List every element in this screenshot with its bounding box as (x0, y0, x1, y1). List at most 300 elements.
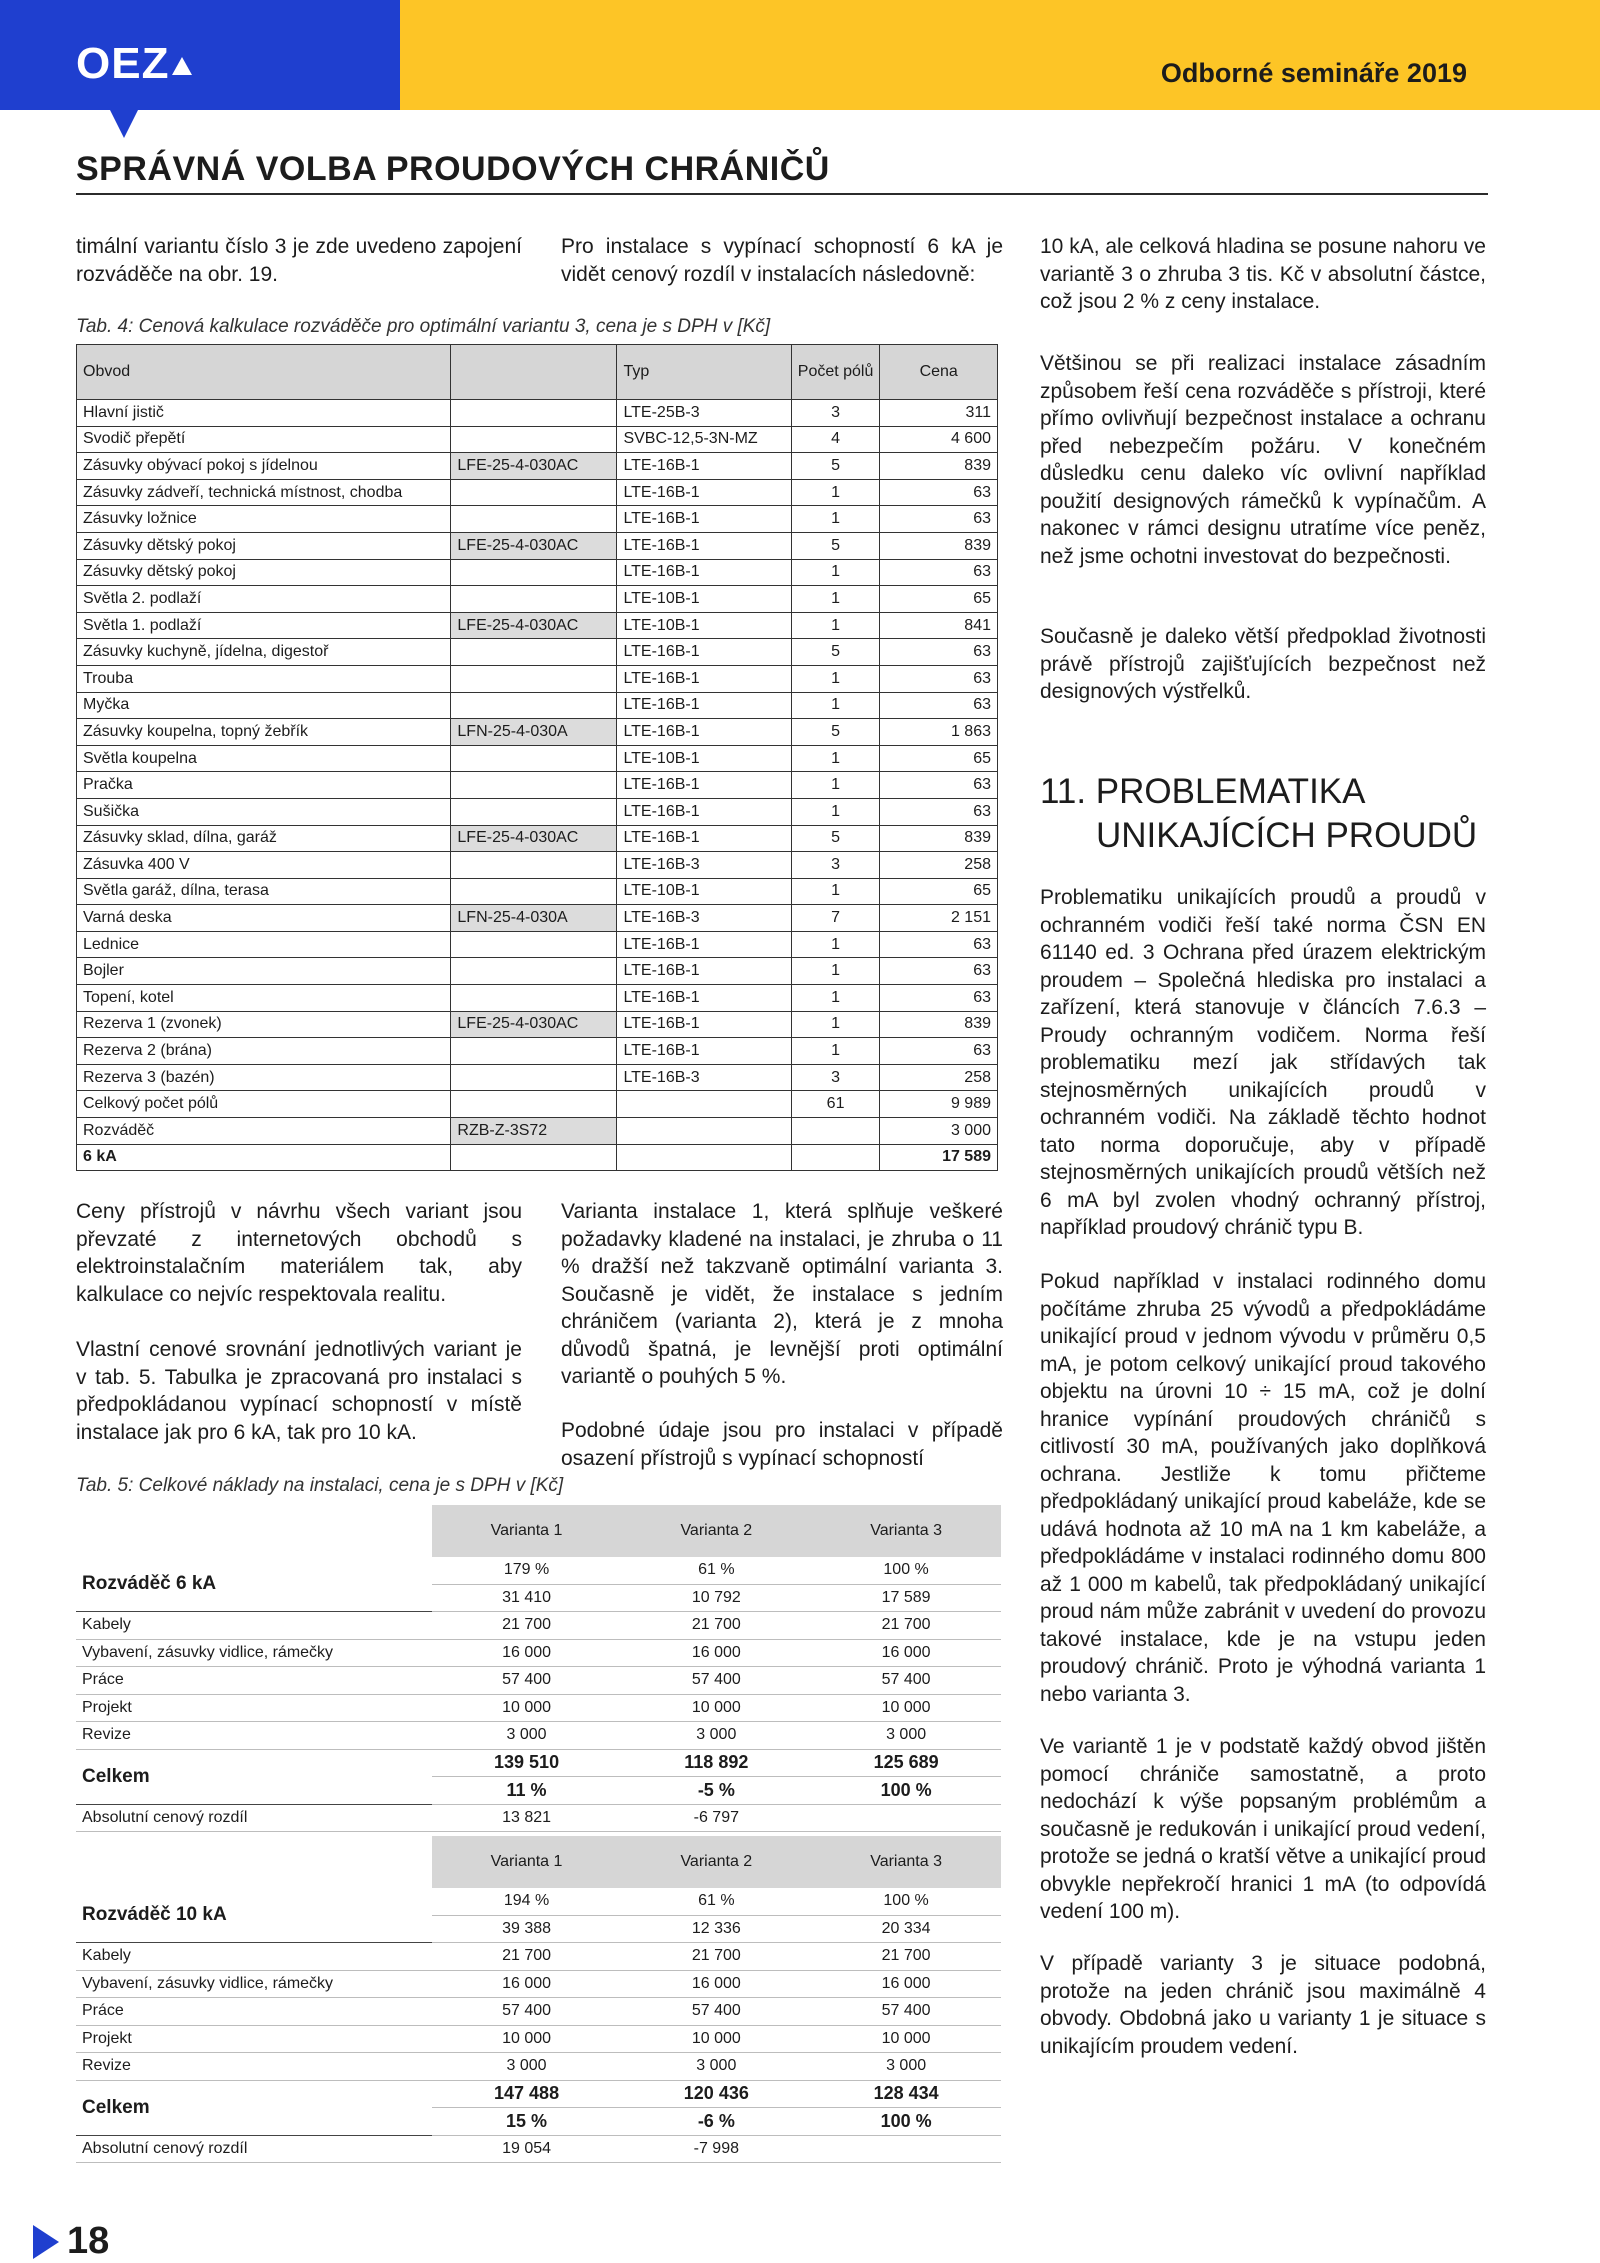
col1-paragraph-3: Vlastní cenové srovnání jednotlivých variant je v tab. 5. Tabulka je zpracovaná pro instalaci s předpokládanou vypínací schopností v místě instalace jak pro 6 kA, tak pro 10 kA. (76, 1338, 522, 1444)
col2-paragraph-2: Varianta instalace 1, která splňuje veškeré požadavky kladené na instalaci, je zhruba o 11 % dražší než takzvaně optimální varianta 3. Současně je vidět, že instalace s jedním chráničem (varianta 2), která je z mnoha důvodů špatná, je levnější proti optimální variantě o pouhých 5 %. (561, 1200, 1003, 1388)
table4-cell-type: LTE-16B-1 (617, 985, 791, 1012)
table5-cell-value: 21 700 (432, 1612, 622, 1640)
table4-cell-circuit: Zásuvky zádveří, technická místnost, chodba (77, 479, 451, 506)
table5-cell-diff (811, 1804, 1001, 1832)
table4-cell-price: 4 600 (880, 426, 998, 453)
table4-cell-price: 63 (880, 665, 998, 692)
table5-cell-label: Projekt (76, 1694, 432, 1722)
table5-cell-value: 21 700 (432, 1943, 622, 1971)
col3-paragraph-1: 10 kA, ale celková hladina se posune nahoru ve variantě 3 o zhruba 3 tis. Kč v absolutní částce, což jsou 2 % z ceny instalace. (1040, 235, 1486, 313)
table5-header-variant: Varianta 1 (432, 1505, 622, 1557)
table4-cell-poles: 5 (791, 825, 880, 852)
table5-block-title: Rozváděč 6 kA (76, 1557, 432, 1612)
table4-row (77, 665, 998, 692)
table4-price-calculation (76, 344, 998, 1171)
table5-header-variant: Varianta 2 (621, 1505, 811, 1557)
table4-cell-circuit: Svodič přepětí (77, 426, 451, 453)
table4-cell-circuit: Zásuvka 400 V (77, 852, 451, 879)
table4-cell-type: LTE-16B-1 (617, 665, 791, 692)
table5-cell-value: 10 000 (811, 2025, 1001, 2053)
table4-cell-type: LTE-16B-1 (617, 453, 791, 480)
col3-paragraph-4: Problematiku unikajících proudů a proudů v ochranném vodiči řeší také norma ČSN EN 61140 ed. 3 Ochrana před úrazem elektrickým proudem – Společná hlediska pro instalaci a zařízení, která stanovuje v článcích 7.6.3 – Proudy ochranným vodičem. Norma řeší problematiku mezí jak střídavých tak stejnosměrných unikajících proudů v ochranném vodiči. Na základě těchto hodnot tato norma doporučuje, aby v případě stejnosměrných unikajících proudů větších než 6 mA byl zvolen vhodný ochranný přístroj, například proudový chránič typu B. (1040, 886, 1486, 1239)
table5-cell-value: 3 000 (811, 1722, 1001, 1750)
oez-logo (76, 39, 192, 88)
table4-cell-circuit: Světla garáž, dílna, terasa (77, 878, 451, 905)
table5-cell-value: 57 400 (621, 1667, 811, 1695)
col3-paragraph-6: Ve variantě 1 je v podstatě každý obvod jištěn pomocí chrániče samostatně, a proto nedochází k výše popsaným problémům a současně je redukován i unikající proud vedení, protože se jedná o kratší větve a unikající proud obvykle nepřekročí hranici 1 mA (to odpovídá vedení 100 m). (1040, 1735, 1486, 1923)
table5-row (76, 1639, 1001, 1667)
table5-row (76, 1694, 1001, 1722)
table4-row (77, 1038, 998, 1065)
table4-header-price: Cena (880, 345, 998, 400)
table4-cell-type: LTE-16B-3 (617, 1064, 791, 1091)
table4-cell-type: LTE-16B-1 (617, 958, 791, 985)
table4-cell-rcd: LFE-25-4-030AC (451, 612, 617, 639)
table4-cell-rcd (451, 1038, 617, 1065)
table5-header-variant: Varianta 3 (811, 1505, 1001, 1557)
table4-cell-poles: 1 (791, 479, 880, 506)
table4-cell-type: LTE-16B-1 (617, 719, 791, 746)
table5-cell-total: 118 892 (621, 1749, 811, 1777)
table4-cell-price: 63 (880, 692, 998, 719)
table4-cell-rcd (451, 586, 617, 613)
table4-cell-price: 17 589 (880, 1144, 998, 1171)
table4-cell-price: 63 (880, 772, 998, 799)
table4-cell-price: 65 (880, 745, 998, 772)
table4-row (77, 426, 998, 453)
table4-cell-price: 63 (880, 985, 998, 1012)
table4-cell-rcd (451, 878, 617, 905)
table5-cell-value: 57 400 (811, 1998, 1001, 2026)
table4-row (77, 400, 998, 427)
table4-cell-price: 839 (880, 825, 998, 852)
table4-cell-rcd (451, 692, 617, 719)
table4-cell-poles: 5 (791, 719, 880, 746)
table4-cell-poles: 3 (791, 852, 880, 879)
table4-cell-rcd (451, 958, 617, 985)
table5-cell-value: 10 000 (621, 1694, 811, 1722)
table5-cell-switchboard: 10 792 (621, 1584, 811, 1612)
table5-row-diff (76, 2135, 1001, 2163)
table4-cell-type: LTE-10B-1 (617, 612, 791, 639)
table4-cell-circuit: Rezerva 3 (bazén) (77, 1064, 451, 1091)
table4-cell-price: 839 (880, 1011, 998, 1038)
table4-cell-rcd: LFE-25-4-030AC (451, 453, 617, 480)
page-arrow-icon (33, 2225, 59, 2259)
table5-cell-total: 147 488 (432, 2080, 622, 2108)
col3-paragraph-5: Pokud například v instalaci rodinného domu počítáme zhruba 25 vývodů a předpokládáme unikající proud v jednom vývodu v průměru 0,5 mA, je potom celkový unikající proud takového objektu na úrovni 10 ÷ 15 mA, což je dolní hranice vypínání proudových chráničů s citlivostí 30 mA, používaných jako doplňková ochrana. Jestliže k tomu přičteme předpokládaný unikající proud kabeláže, kde se udává hodnota až 10 mA na 1 km kabeláže, a předpokládáme v instalaci rodinného domu 800 až 1 000 m kabelů, tak předpokládaný unikající proud nám může zabránit v uvedení do provozu takové instalace, kde je na vstupu jeden proudový chránič. Proto je výhodná varianta 1 nebo varianta 3. (1040, 1270, 1486, 1706)
table4-cell-circuit: Lednice (77, 931, 451, 958)
table4-cell-rcd (451, 772, 617, 799)
table5-block-6ka (76, 1505, 1001, 1832)
table4-cell-type: LTE-10B-1 (617, 745, 791, 772)
table4-row (77, 692, 998, 719)
table4-header-poles: Počet pólů (791, 345, 880, 400)
table4-cell-rcd (451, 852, 617, 879)
title-divider (76, 193, 1488, 195)
table5-cell-switchboard: 17 589 (811, 1584, 1001, 1612)
table5-cell-total: 128 434 (811, 2080, 1001, 2108)
table4-row (77, 1118, 998, 1145)
table5-cell-total-percent: 11 % (432, 1777, 622, 1805)
table5-cell-total-percent: 15 % (432, 2108, 622, 2136)
table4-cell-price: 63 (880, 506, 998, 533)
table5-cell-value: 16 000 (432, 1970, 622, 1998)
table4-cell-price: 63 (880, 479, 998, 506)
table5-cell-diff: -7 998 (621, 2135, 811, 2163)
table4-cell-type: LTE-16B-3 (617, 905, 791, 932)
table4-row (77, 772, 998, 799)
table5-row (76, 1970, 1001, 1998)
table4-cell-rcd (451, 506, 617, 533)
table4-row (77, 639, 998, 666)
table5-cell-total: 125 689 (811, 1749, 1001, 1777)
table5-cell-value: 21 700 (811, 1612, 1001, 1640)
table4-cell-circuit: Bojler (77, 958, 451, 985)
col1-paragraph-1: timální variantu číslo 3 je zde uvedeno zapojení rozváděče na obr. 19. (76, 235, 522, 286)
table4-cell-poles: 1 (791, 1038, 880, 1065)
table4-cell-price: 63 (880, 798, 998, 825)
table4-cell-poles: 1 (791, 692, 880, 719)
table5-cell-percent: 100 % (811, 1557, 1001, 1584)
table4-cell-poles: 5 (791, 639, 880, 666)
table5-cell-percent: 179 % (432, 1557, 622, 1584)
table4-cell-circuit: Světla 2. podlaží (77, 586, 451, 613)
table5-row-total (76, 1749, 1001, 1777)
table4-cell-type: LTE-10B-1 (617, 586, 791, 613)
table4-cell-price: 841 (880, 612, 998, 639)
table5-cell-diff: -6 797 (621, 1804, 811, 1832)
table5-cell-value: 3 000 (432, 1722, 622, 1750)
table5-row (76, 1998, 1001, 2026)
table5-cell-label: Vybavení, zásuvky vidlice, rámečky (76, 1970, 432, 1998)
table4-cell-poles (791, 1144, 880, 1171)
table4-cell-rcd (451, 1064, 617, 1091)
table4-cell-price: 63 (880, 958, 998, 985)
table4-cell-circuit: Zásuvky ložnice (77, 506, 451, 533)
table4-header-rcd (451, 345, 617, 400)
table5-cell-value: 57 400 (621, 1998, 811, 2026)
table4-cell-circuit: Rezerva 1 (zvonek) (77, 1011, 451, 1038)
table5-row (76, 2053, 1001, 2081)
table4-cell-price: 65 (880, 586, 998, 613)
table4-cell-poles (791, 1118, 880, 1145)
table5-cell-total-percent: 100 % (811, 1777, 1001, 1805)
table4-cell-poles: 4 (791, 426, 880, 453)
section-heading-line-2: UNIKAJÍCÍCH PROUDŮ (1096, 816, 1478, 855)
table4-cell-rcd (451, 559, 617, 586)
table4-cell-poles: 1 (791, 665, 880, 692)
table5-cell-total-percent: 100 % (811, 2108, 1001, 2136)
table4-row (77, 1144, 998, 1171)
table4-cell-rcd: LFE-25-4-030AC (451, 532, 617, 559)
table4-header-circuit: Obvod (77, 345, 451, 400)
table4-cell-rcd (451, 985, 617, 1012)
table5-cell-value: 57 400 (811, 1667, 1001, 1695)
table5-cell-percent: 194 % (432, 1888, 622, 1915)
table4-header-type: Typ (617, 345, 791, 400)
table4-cell-poles: 7 (791, 905, 880, 932)
col3-paragraph-7: V případě varianty 3 je situace podobná, protože na jeden chránič jsou maximálně 4 obvody. Obdobná jako u varianty 1 je situace s unikajícím proudem vedení. (1040, 1952, 1486, 2058)
table4-cell-circuit: Světla 1. podlaží (77, 612, 451, 639)
table5-cell-value: 57 400 (432, 1667, 622, 1695)
table4-cell-circuit: Zásuvky sklad, dílna, garáž (77, 825, 451, 852)
header-yellow-band (400, 0, 1600, 110)
table4-cell-poles: 1 (791, 798, 880, 825)
table4-cell-rcd: RZB-Z-3S72 (451, 1118, 617, 1145)
col2-paragraph-3: Podobné údaje jsou pro instalaci v případě osazení přístrojů s vypínací schopností (561, 1419, 1003, 1470)
table4-cell-price: 258 (880, 852, 998, 879)
col3-paragraph-2: Většinou se při realizaci instalace zásadním způsobem řeší cena rozváděče s přístroji, které přímo ovlivňují bezpečnost instalace a ochranu před nebezpečím požáru. V konečném důsledku cenu daleko víc ovlivní například použití designových rámečků k vypínačům. A nakonec v rámci designu utratíme více peněz, než jsme ochotni investovat do bezpečnosti. (1040, 352, 1486, 568)
table4-cell-type: LTE-10B-1 (617, 878, 791, 905)
page-number (33, 2220, 109, 2263)
table4-cell-circuit: Zásuvky dětský pokoj (77, 532, 451, 559)
table4-cell-poles: 3 (791, 1064, 880, 1091)
logo-triangle-icon (172, 57, 192, 75)
table5-cell-value: 16 000 (621, 1639, 811, 1667)
table4-cell-rcd (451, 1091, 617, 1118)
table4-cell-poles: 1 (791, 958, 880, 985)
table4-cell-circuit: Rozváděč (77, 1118, 451, 1145)
table4-cell-poles: 1 (791, 772, 880, 799)
table4-cell-type: LTE-16B-1 (617, 772, 791, 799)
table4-cell-circuit: Myčka (77, 692, 451, 719)
table4-cell-price: 1 863 (880, 719, 998, 746)
table5-cell-value: 10 000 (621, 2025, 811, 2053)
table5-cell-value: 10 000 (432, 1694, 622, 1722)
table4-caption: Tab. 4: Cenová kalkulace rozváděče pro optimální variantu 3, cena je s DPH v [Kč] (76, 316, 771, 337)
table4-row (77, 532, 998, 559)
table5-cell-label: Revize (76, 2053, 432, 2081)
section-heading-line-1: 11. PROBLEMATIKA (1040, 772, 1366, 811)
table5-row (76, 1943, 1001, 1971)
table5-row (76, 1667, 1001, 1695)
table4-cell-poles: 1 (791, 985, 880, 1012)
table4-cell-poles: 3 (791, 400, 880, 427)
table5-diff-label: Absolutní cenový rozdíl (76, 1804, 432, 1832)
table4-cell-type: LTE-25B-3 (617, 400, 791, 427)
table4-cell-poles: 1 (791, 931, 880, 958)
table4-cell-circuit: Rezerva 2 (brána) (77, 1038, 451, 1065)
table4-cell-poles: 1 (791, 559, 880, 586)
table4-cell-type: LTE-16B-3 (617, 852, 791, 879)
table4-row (77, 825, 998, 852)
col3-paragraph-3: Současně je daleko větší předpoklad životnosti právě přístrojů zajišťujících bezpečnost než designových výstřelků. (1040, 625, 1486, 703)
table5-cell-value: 16 000 (811, 1639, 1001, 1667)
table4-row (77, 931, 998, 958)
table5-row-percent (76, 1557, 1001, 1584)
table4-cell-circuit: Trouba (77, 665, 451, 692)
table4-cell-type (617, 1144, 791, 1171)
table5-header-variant: Varianta 1 (432, 1836, 622, 1888)
table4-cell-price: 63 (880, 931, 998, 958)
table4-row (77, 719, 998, 746)
table4-cell-type: LTE-16B-1 (617, 532, 791, 559)
table4-cell-circuit: Varná deska (77, 905, 451, 932)
table4-cell-poles: 5 (791, 453, 880, 480)
table5-cell-switchboard: 12 336 (621, 1915, 811, 1943)
table5-cell-value: 57 400 (432, 1998, 622, 2026)
table4-cell-price: 2 151 (880, 905, 998, 932)
table5-header-blank (76, 1836, 432, 1888)
table4-cell-rcd (451, 639, 617, 666)
page-title: SPRÁVNÁ VOLBA PROUDOVÝCH CHRÁNIČŮ (76, 150, 830, 188)
table4-cell-price: 311 (880, 400, 998, 427)
table5-header-variant: Varianta 3 (811, 1836, 1001, 1888)
table5-cell-total: 120 436 (621, 2080, 811, 2108)
table4-cell-poles: 5 (791, 532, 880, 559)
table4-cell-rcd: LFE-25-4-030AC (451, 825, 617, 852)
table4-cell-poles: 1 (791, 612, 880, 639)
table4-row (77, 852, 998, 879)
table5-cell-switchboard: 39 388 (432, 1915, 622, 1943)
table4-row (77, 506, 998, 533)
table4-row (77, 878, 998, 905)
table5-cell-value: 21 700 (811, 1943, 1001, 1971)
table5-cell-percent: 61 % (621, 1557, 811, 1584)
table4-cell-circuit: Celkový počet pólů (77, 1091, 451, 1118)
table4-cell-poles: 1 (791, 506, 880, 533)
table4-cell-type: LTE-16B-1 (617, 1038, 791, 1065)
table5-cell-percent: 100 % (811, 1888, 1001, 1915)
table5-cell-value: 3 000 (811, 2053, 1001, 2081)
table4-row (77, 1064, 998, 1091)
table4-cell-circuit: Světla koupelna (77, 745, 451, 772)
table4-cell-price: 63 (880, 639, 998, 666)
header-brand-band (0, 0, 400, 110)
table4-cell-poles: 1 (791, 878, 880, 905)
table4-cell-type: LTE-16B-1 (617, 639, 791, 666)
table4-cell-poles: 61 (791, 1091, 880, 1118)
header-notch (110, 110, 138, 138)
table5-header-variant: Varianta 2 (621, 1836, 811, 1888)
table4-cell-poles: 1 (791, 745, 880, 772)
table4-cell-price: 63 (880, 1038, 998, 1065)
table4-cell-poles: 1 (791, 586, 880, 613)
table4-cell-rcd (451, 479, 617, 506)
table5-cell-diff (811, 2135, 1001, 2163)
table4-cell-poles: 1 (791, 1011, 880, 1038)
table4-row (77, 586, 998, 613)
table4-cell-price: 258 (880, 1064, 998, 1091)
table5-cell-value: 3 000 (621, 1722, 811, 1750)
table4-cell-circuit: Zásuvky kuchyně, jídelna, digestoř (77, 639, 451, 666)
table4-cell-type: LTE-16B-1 (617, 798, 791, 825)
table5-cell-diff: 13 821 (432, 1804, 622, 1832)
col2-paragraph-1: Pro instalace s vypínací schopností 6 kA je vidět cenový rozdíl v instalacích následovně: (561, 235, 1003, 286)
table4-cell-type: LTE-16B-1 (617, 825, 791, 852)
table4-row (77, 479, 998, 506)
table4-cell-circuit: Sušička (77, 798, 451, 825)
table5-block-10ka (76, 1836, 1001, 2163)
table5-cell-diff: 19 054 (432, 2135, 622, 2163)
table4-cell-price: 839 (880, 532, 998, 559)
table4-row (77, 1091, 998, 1118)
table4-cell-circuit: Zásuvky koupelna, topný žebřík (77, 719, 451, 746)
table4-row (77, 1011, 998, 1038)
table5-row-total (76, 2080, 1001, 2108)
table5-cell-switchboard: 31 410 (432, 1584, 622, 1612)
table4-cell-rcd (451, 1144, 617, 1171)
table4-cell-type: LTE-16B-1 (617, 506, 791, 533)
table5-row (76, 1722, 1001, 1750)
table4-cell-rcd (451, 745, 617, 772)
page-number-text: 18 (67, 2220, 110, 2262)
table5-cell-total-percent: -5 % (621, 1777, 811, 1805)
table5-cell-value: 21 700 (621, 1943, 811, 1971)
table5-header-row (76, 1836, 1001, 1888)
table4-row (77, 798, 998, 825)
table5-row-diff (76, 1804, 1001, 1832)
table4-cell-rcd (451, 931, 617, 958)
series-title: Odborné semináře 2019 (1160, 58, 1467, 88)
table4-cell-circuit: Topení, kotel (77, 985, 451, 1012)
table4-cell-rcd (451, 665, 617, 692)
table4-cell-rcd: LFE-25-4-030AC (451, 1011, 617, 1038)
table5-row-percent (76, 1888, 1001, 1915)
table5-cell-label: Projekt (76, 2025, 432, 2053)
table5-cell-value: 16 000 (811, 1970, 1001, 1998)
table5-caption: Tab. 5: Celkové náklady na instalaci, cena je s DPH v [Kč] (76, 1475, 564, 1496)
table4-cell-circuit: Zásuvky obývací pokoj s jídelnou (77, 453, 451, 480)
table4-row (77, 745, 998, 772)
table5-cell-label: Kabely (76, 1943, 432, 1971)
table5-cell-value: 3 000 (432, 2053, 622, 2081)
table5-cell-label: Kabely (76, 1612, 432, 1640)
table4-cell-circuit: Pračka (77, 772, 451, 799)
table4-cell-type: LTE-16B-1 (617, 559, 791, 586)
table4-cell-type: SVBC-12,5-3N-MZ (617, 426, 791, 453)
table5-header-blank (76, 1505, 432, 1557)
table4-cell-rcd (451, 426, 617, 453)
table5-cell-value: 3 000 (621, 2053, 811, 2081)
logo-text: OEZ (76, 39, 170, 88)
table5-cell-label: Revize (76, 1722, 432, 1750)
table5-cell-value: 16 000 (621, 1970, 811, 1998)
table4-cell-type: LTE-16B-1 (617, 692, 791, 719)
table4-cell-type (617, 1118, 791, 1145)
table4-cell-price: 9 989 (880, 1091, 998, 1118)
table4-row (77, 453, 998, 480)
table5-diff-label: Absolutní cenový rozdíl (76, 2135, 432, 2163)
table5-cell-label: Práce (76, 1667, 432, 1695)
table4-cell-rcd: LFN-25-4-030A (451, 719, 617, 746)
table5-row (76, 2025, 1001, 2053)
table4-cell-circuit: 6 kA (77, 1144, 451, 1171)
table5-row (76, 1612, 1001, 1640)
table5-block-title: Rozváděč 10 kA (76, 1888, 432, 1943)
table5-cell-label: Práce (76, 1998, 432, 2026)
table4-cell-type: LTE-16B-1 (617, 479, 791, 506)
table4-cell-circuit: Hlavní jistič (77, 400, 451, 427)
table4-row (77, 905, 998, 932)
table4-cell-price: 63 (880, 559, 998, 586)
table4-cell-price: 3 000 (880, 1118, 998, 1145)
table5-cell-value: 21 700 (621, 1612, 811, 1640)
table5-total-label: Celkem (76, 2080, 432, 2135)
table4-cell-rcd (451, 400, 617, 427)
table4-row (77, 985, 998, 1012)
table4-cell-type: LTE-16B-1 (617, 931, 791, 958)
table5-cell-label: Vybavení, zásuvky vidlice, rámečky (76, 1639, 432, 1667)
table5-cell-percent: 61 % (621, 1888, 811, 1915)
table4-cell-price: 839 (880, 453, 998, 480)
table5-cell-total-percent: -6 % (621, 2108, 811, 2136)
table4-cell-type: LTE-16B-1 (617, 1011, 791, 1038)
table5-cell-value: 10 000 (811, 1694, 1001, 1722)
section-11-heading (1040, 770, 1477, 858)
table4-cell-circuit: Zásuvky dětský pokoj (77, 559, 451, 586)
